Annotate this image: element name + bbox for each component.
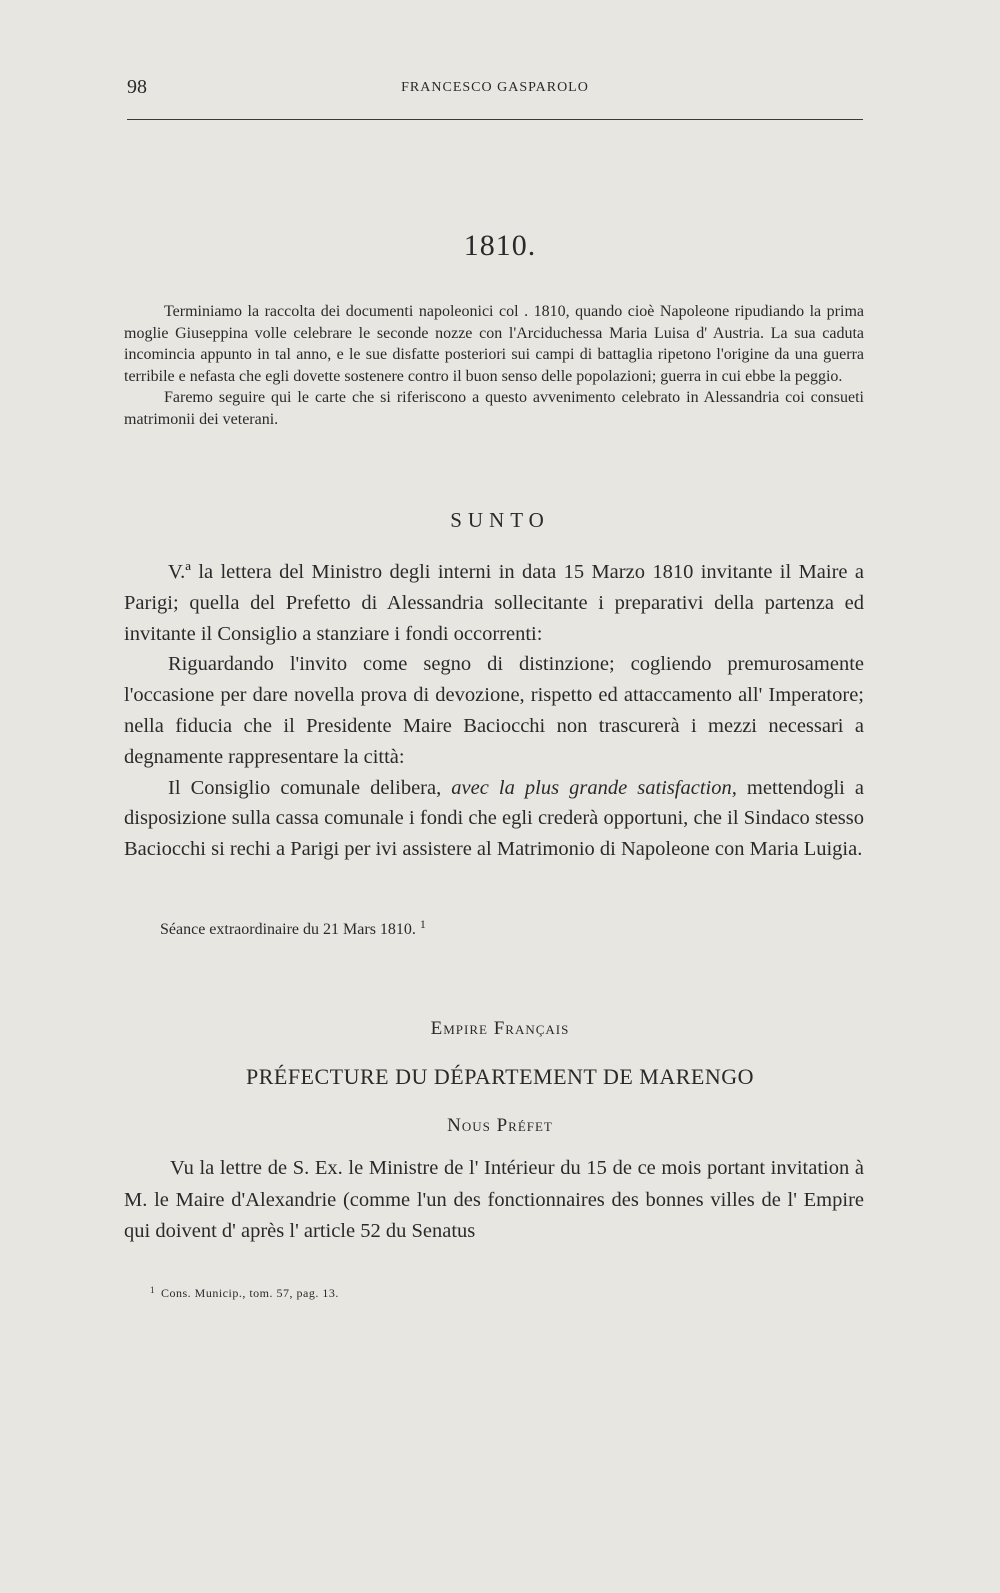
decree-text xyxy=(124,1153,864,1248)
sunto-heading: SUNTO xyxy=(450,508,550,532)
page-number: 98 xyxy=(127,76,147,98)
sunto-paragraph: Riguardando l'invito come segno di distinzione; cogliendo premurosamente l'occasione per dare novella prova di devozione, rispetto ed attaccamento all' Imperatore; nella fiducia che il Presidente Maire Baciocchi non trascurerà i mezzi necessari a degnamente rappresentare la città: xyxy=(124,653,864,768)
decree-paragraph: Vu la lettre de S. Ex. le Ministre de l' Intérieur du 15 de ce mois portant invitation à M. le Maire d'Alexandrie (comme l'un des fonctionnaires des bonnes villes de l' Empire qui doivent d' après l' article 52 du Senatus xyxy=(124,1157,864,1242)
intro-paragraph: Terminiamo la raccolta dei documenti napoleonici col . 1810, quando cioè Napoleone ripudiando la prima moglie Giuseppina volle celebrare le seconde nozze con l'Arciduchessa Maria Luisa d' Austria. La sua caduta incomincia appunto in tal anno, e le sue disfatte posteriori sui campi di battaglia ripetono l'origine da una guerra terribile e nefasta che egli dovette sostenere contro il buon senso delle popolazioni; guerra in cui ebbe la peggio. xyxy=(124,303,864,385)
header-rule xyxy=(127,119,863,120)
footnote-mark: 1 xyxy=(150,1285,155,1295)
nous-prefet-heading: Nous Préfet xyxy=(447,1115,553,1136)
sunto-paragraph: V.ª la lettera del Ministro degli interni in data 15 Marzo 1810 invitante il Maire a Parigi; quella del Prefetto di Alessandria sollecitante i preparativi della partenza ed invitante il Consiglio a stanziare i fondi occorrenti: xyxy=(124,561,864,645)
sunto-text-run: Il Consiglio comunale delibera, xyxy=(168,776,452,799)
section-title: 1810. xyxy=(463,229,537,262)
footnote-reference: 1 xyxy=(419,917,426,931)
intro-text xyxy=(124,301,864,431)
seance-text: Séance extraordinaire du 21 Mars 1810. xyxy=(160,921,416,938)
page-header xyxy=(127,76,863,106)
footnote xyxy=(150,1285,339,1301)
intro-paragraph: Faremo seguire qui le carte che si riferiscono a questo avvenimento celebrato in Alessandria coi consueti matrimonii dei veterani. xyxy=(124,389,864,428)
french-quote: avec la plus grande satisfaction, xyxy=(451,776,737,799)
footnote-text: Cons. Municip., tom. 57, pag. 13. xyxy=(161,1286,339,1300)
running-head: FRANCESCO GASPAROLO xyxy=(401,80,589,95)
seance-line xyxy=(160,917,426,939)
empire-heading: Empire Français xyxy=(430,1018,570,1039)
sunto-text-run: mettendogli a disposizione sulla cassa comunale i fondi che egli crederà opportuni, che il Sindaco stesso Baciocchi si rechi a Parigi per ivi assistere al Matrimonio di Napoleone con Maria Luigia. xyxy=(124,776,864,861)
sunto-paragraph xyxy=(124,773,864,865)
prefecture-heading: PRÉFECTURE DU DÉPARTEMENT DE MARENGO xyxy=(245,1064,755,1089)
sunto-text xyxy=(124,557,864,865)
